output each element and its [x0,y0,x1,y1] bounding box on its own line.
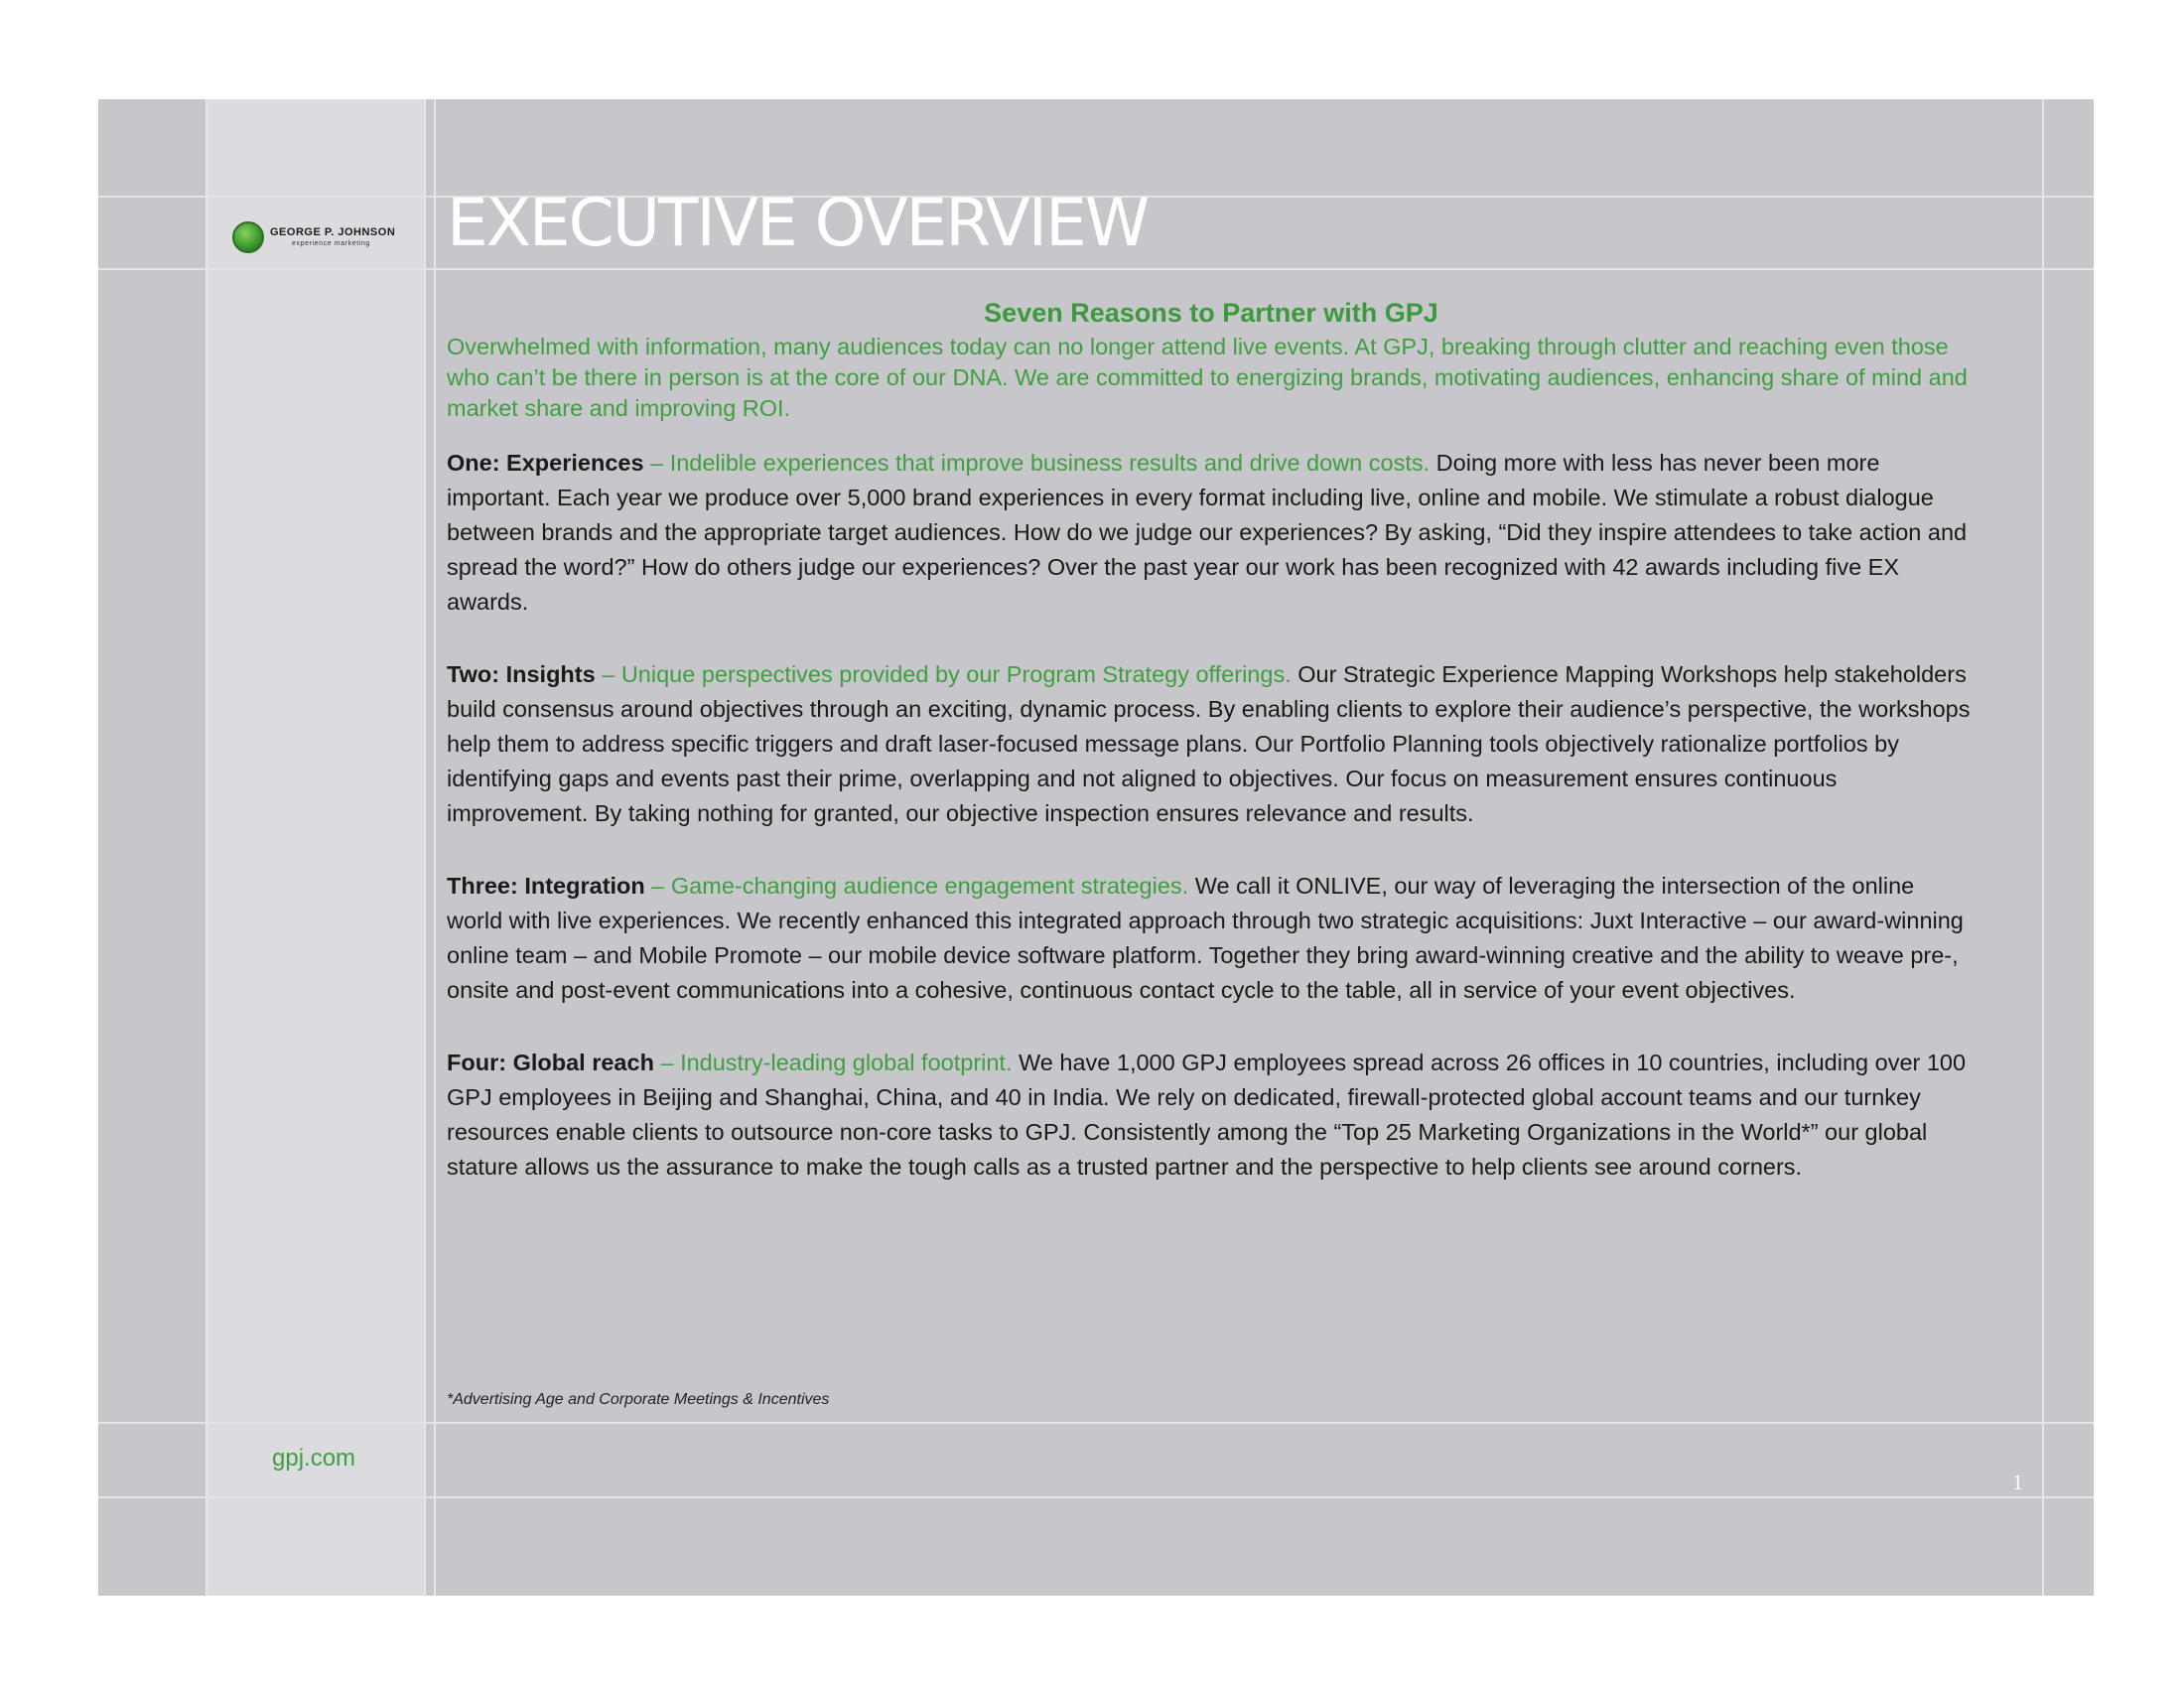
grid-line [98,1496,2094,1498]
reason-label: One: Experiences [447,450,644,476]
reason-label: Two: Insights [447,661,596,687]
reason-dash: – [643,450,670,476]
reason-tagline: Game-changing audience engagement strategies. [670,873,1189,899]
reason-paragraph [447,1046,1976,1185]
company-logo [232,215,416,259]
grid-line [205,99,207,1596]
page-number: 1 [2012,1470,2023,1494]
reason-paragraph [447,446,1976,620]
reason-label: Four: Global reach [447,1050,654,1075]
grid-line [2042,99,2044,1596]
grid-line [424,99,426,1596]
logo-tagline: experience marketing [292,240,370,247]
grid-line [98,268,2094,270]
footnote: *Advertising Age and Corporate Meetings & Incentives [447,1391,830,1408]
grid-line [98,1422,2094,1424]
reason-paragraph [447,869,1976,1008]
globe-logo-icon [232,221,264,253]
reason-body: We have 1,000 GPJ employees spread across 26 offices in 10 countries, including over 100 GPJ employees in Beijing and Shanghai, China, and 40 in India. We rely on dedicated, firewall-protected global account teams and our turnkey resources enable clients to outsource non-core tasks to GPJ. Consistently among the “Top 25 Marketing Organizations in the World*” our global stature allows us the assurance to make the tough calls as a trusted partner and the perspective to help clients see around corners. [447,1050,1967,1180]
logo-name: GEORGE P. JOHNSON [270,226,396,238]
reason-dash: – [653,1050,681,1075]
website-link[interactable]: gpj.com [272,1445,356,1472]
reason-tagline: Indelible experiences that improve business results and drive down costs. [669,450,1431,476]
reason-tagline: Unique perspectives provided by our Program Strategy offerings. [620,661,1292,687]
reason-tagline: Industry-leading global footprint. [680,1050,1013,1075]
reason-dash: – [595,661,621,687]
reason-body: Doing more with less has never been more important. Each year we produce over 5,000 brand experiences in every format including live, online and mobile. We stimulate a robust dialogue between brands and the appropriate target audiences. How do we judge our experiences? By asking, “Did they inspire attendees to take action and spread the word?” How do others judge our experiences? Over the past year our work has been recognized with 42 awards including five EX awards. [447,450,1968,615]
reason-body: Our Strategic Experience Mapping Workshops help stakeholders build consensus around objectives through an exciting, dynamic process. By enabling clients to explore their audience’s perspective, the workshops help them to address specific triggers and draft laser-focused message plans. Our Portfolio Planning tools objectively rationalize portfolios by identifying gaps and events past their prime, overlapping and not aligned to objectives. Our focus on measurement ensures continuous improvement. By taking nothing for granted, our objective inspection ensures relevance and results. [447,661,1971,826]
reason-paragraph [447,657,1976,831]
reason-label: Three: Integration [447,873,645,899]
reason-body: We call it ONLIVE, our way of leveraging the intersection of the online world with live experiences. We recently enhanced this integrated approach through two strategic acquisitions: Juxt Interactive – our award-winning online team – and Mobile Promote – our mobile device software platform. Together they bring award-winning creative and the ability to weave pre-, onsite and post-event communications into a cohesive, continuous contact cycle to the table, all in service of your event objectives. [447,873,1964,1003]
grid-line [434,99,436,1596]
left-panel [207,99,424,1596]
reason-dash: – [644,873,671,899]
main-content [447,294,1976,1222]
intro-paragraph: Overwhelmed with information, many audiences today can no longer attend live events. At GPJ, breaking through clutter and reaching even those who can’t be there in person is at the core of our DNA. We are committed to energizing brands, motivating audiences, enhancing share of mind and market share and improving ROI. [447,334,1968,421]
subtitle: Seven Reasons to Partner with GPJ [984,298,1438,328]
slide [98,99,2094,1596]
page-title: EXECUTIVE OVERVIEW [447,185,1149,261]
